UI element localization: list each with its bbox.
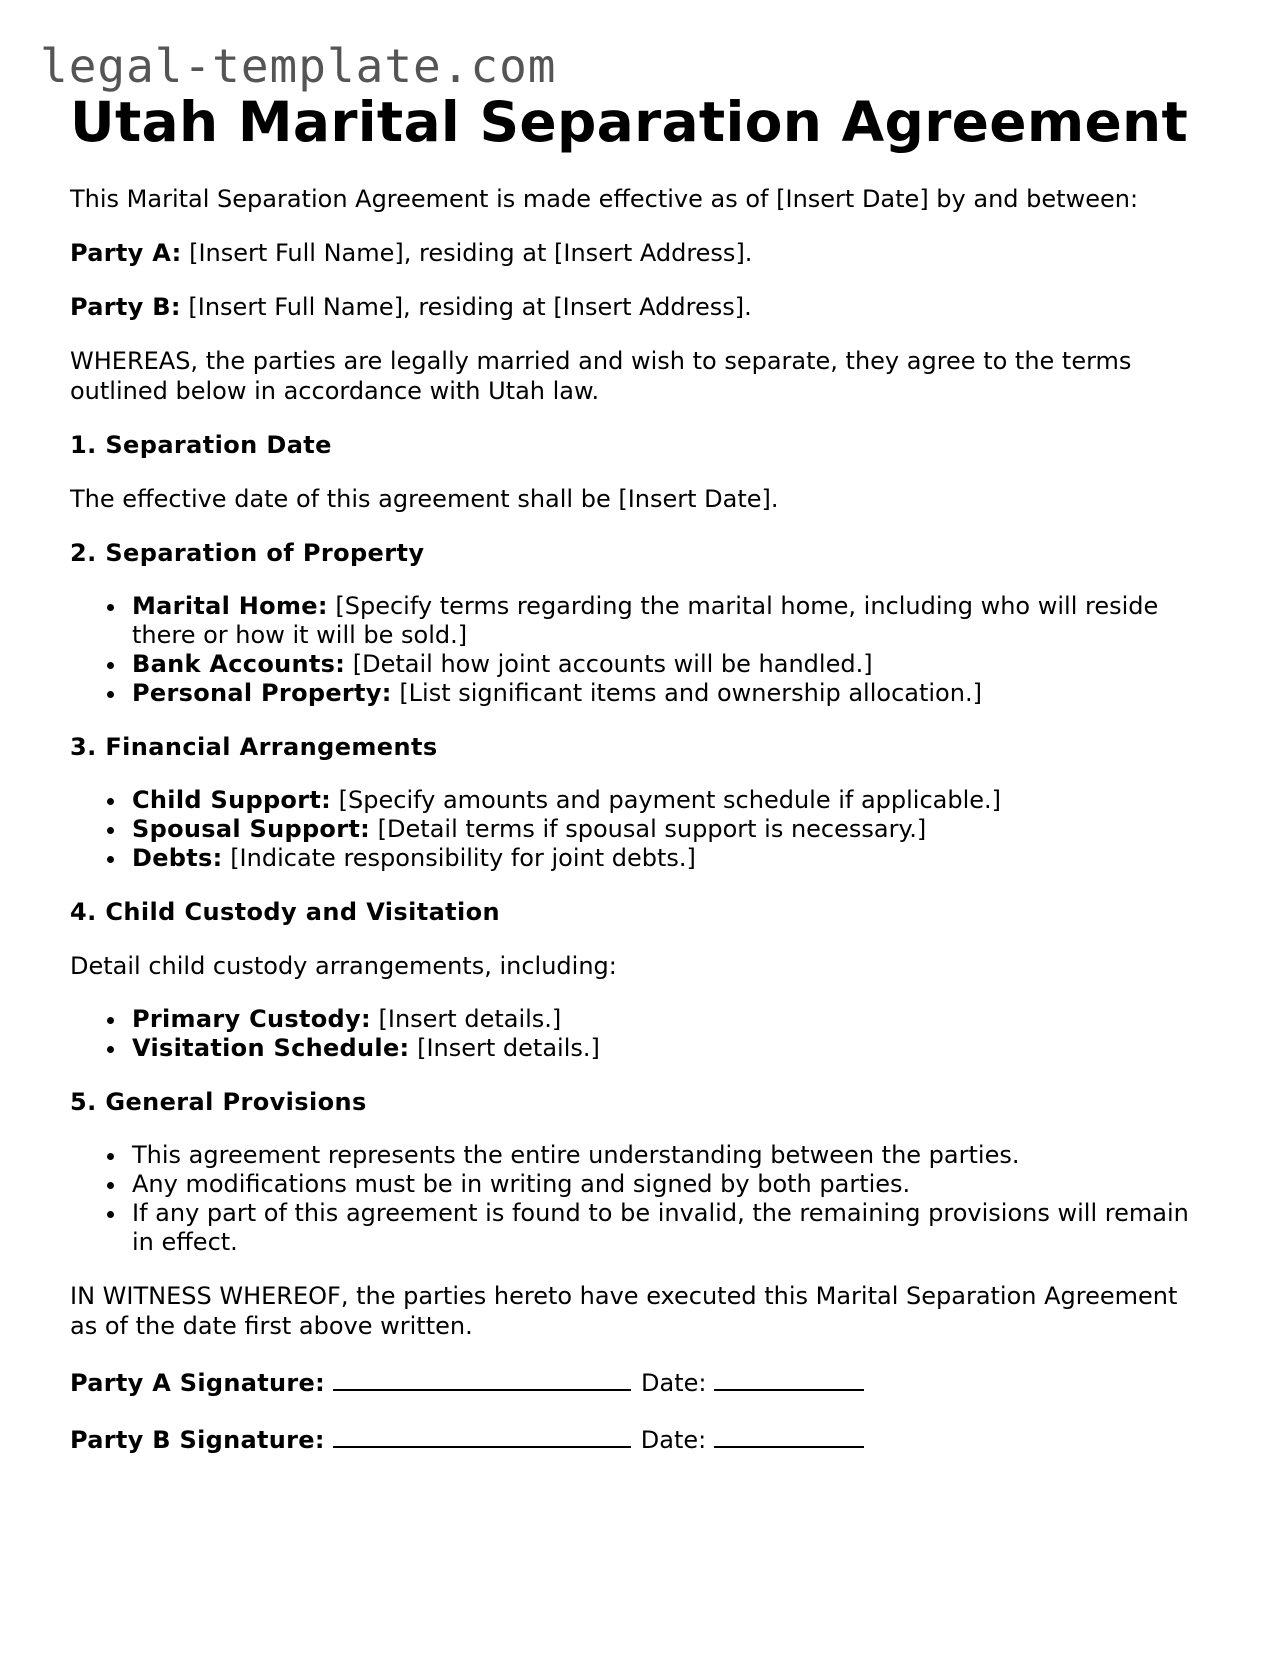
party-b-text: [Insert Full Name], residing at [Insert Address]. [188,293,752,321]
signature-field[interactable] [333,1365,631,1391]
section-4-list [70,1005,1210,1063]
section-4-text: Detail child custody arrangements, including: [70,952,617,980]
item-text: [Specify amounts and payment schedule if applicable.] [338,786,1002,814]
witness-paragraph: IN WITNESS WHEREOF, the parties hereto have executed this Marital Separation Agreement as of the date first above written. [70,1282,1178,1340]
list-item [132,679,1210,708]
section-3-list [70,786,1210,873]
party-a-line [70,238,1210,268]
list-item [132,592,1210,650]
list-item [132,815,1210,844]
signature-label: Party B Signature: [70,1426,325,1454]
signature-line-party-b [70,1422,1210,1455]
item-text: [Detail terms if spousal support is necessary.] [377,815,927,843]
watermark-text: legal-template.com [40,39,557,93]
item-text: [Indicate responsibility for joint debts.] [230,844,696,872]
item-label: Visitation Schedule: [132,1034,410,1062]
section-1-heading: 1. Separation Date [70,431,332,459]
list-item [132,844,1210,873]
item-label: Marital Home: [132,592,328,620]
section-5-list [70,1141,1210,1257]
party-b-line [70,292,1210,322]
item-label: Spousal Support: [132,815,371,843]
list-item: Any modifications must be in writing and signed by both parties. [132,1170,1210,1199]
party-a-label: Party A: [70,239,182,267]
date-field[interactable] [714,1422,864,1448]
section-4-heading: 4. Child Custody and Visitation [70,898,501,926]
document-title: Utah Marital Separation Agreement [70,90,1189,154]
item-label: Personal Property: [132,679,392,707]
section-3-heading: 3. Financial Arrangements [70,733,438,761]
item-label: Debts: [132,844,223,872]
item-text: [Detail how joint accounts will be handled.] [352,650,873,678]
item-text: [Specify terms regarding the marital home, including who will reside there or how it will be sold.] [132,592,1159,649]
list-item [132,650,1210,679]
list-item [132,1005,1210,1034]
intro-paragraph: This Marital Separation Agreement is made effective as of [Insert Date] by and between: [70,185,1139,213]
section-5-heading: 5. General Provisions [70,1088,367,1116]
list-item: This agreement represents the entire understanding between the parties. [132,1141,1210,1170]
section-2-heading: 2. Separation of Property [70,539,425,567]
party-a-text: [Insert Full Name], residing at [Insert Address]. [189,239,753,267]
item-label: Child Support: [132,786,332,814]
item-label: Primary Custody: [132,1005,371,1033]
item-text: [Insert details.] [378,1005,562,1033]
list-item [132,1034,1210,1063]
date-label: Date: [641,1369,707,1397]
whereas-paragraph: WHEREAS, the parties are legally married and wish to separate, they agree to the terms outlined below in accordance with Utah law. [70,347,1132,405]
signature-field[interactable] [333,1422,631,1448]
date-label: Date: [640,1426,707,1454]
signature-line-party-a [70,1365,1210,1398]
document-body [70,88,1210,1455]
item-label: Bank Accounts: [132,650,346,678]
item-text: [List significant items and ownership allocation.] [399,679,982,707]
list-item: If any part of this agreement is found to be invalid, the remaining provisions will remain in effect. [132,1199,1210,1257]
list-item [132,786,1210,815]
item-text: [Insert details.] [417,1034,600,1062]
section-2-list [70,592,1210,708]
date-field[interactable] [714,1365,864,1391]
section-1-text: The effective date of this agreement shall be [Insert Date]. [70,485,779,513]
party-b-label: Party B: [70,293,181,321]
signature-label: Party A Signature: [70,1369,326,1397]
